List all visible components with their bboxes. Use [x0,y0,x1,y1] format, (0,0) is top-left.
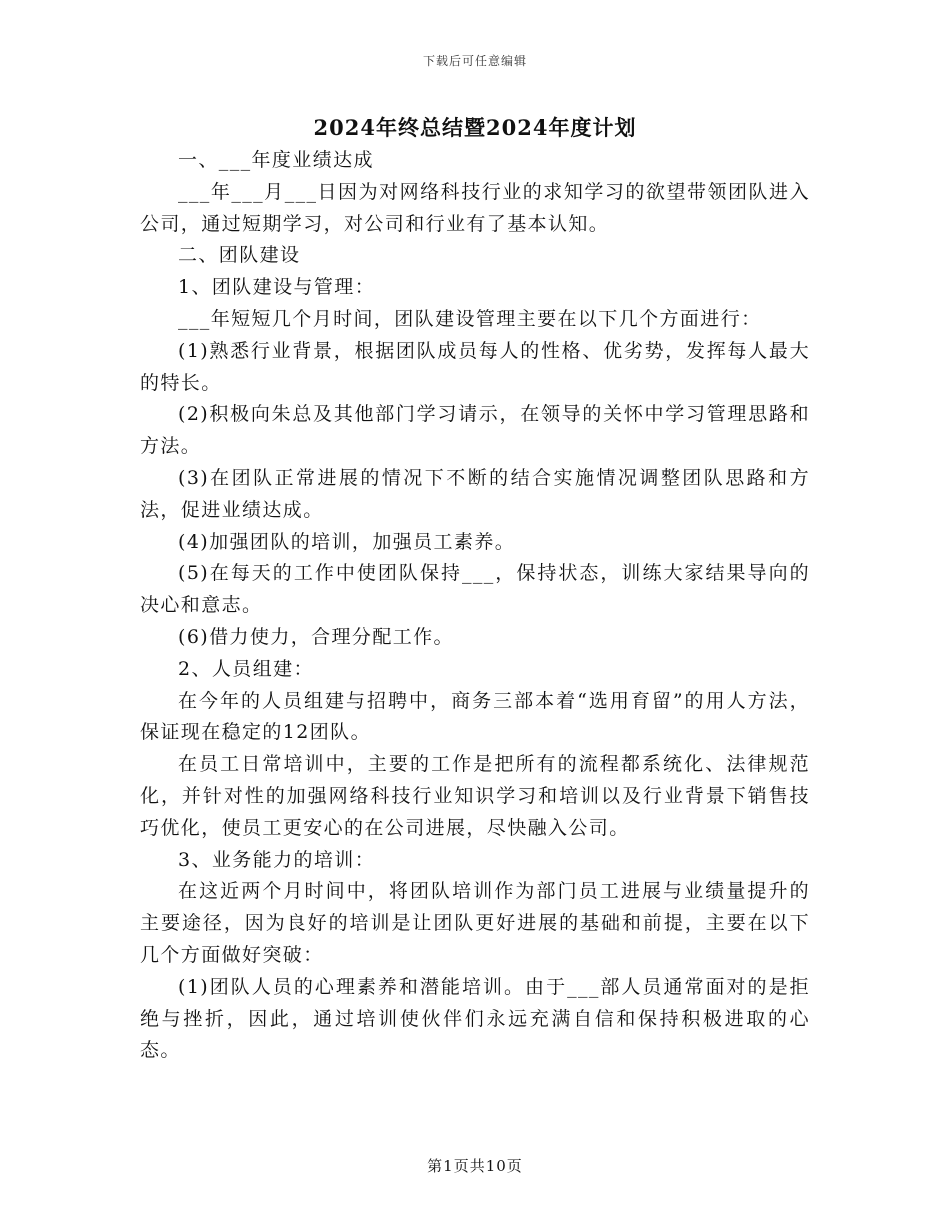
page-number: 第1页共10页 [427,1157,523,1175]
paragraph: 2、人员组建： [178,657,314,680]
paragraph: (3)在团队正常进展的情况下不断的结合实施情况调整团队思路和方法，促进业绩达成。 [140,466,810,521]
paragraph: ___年短短几个月时间，团队建设管理主要在以下几个方面进行： [178,307,762,330]
paragraph: 一、___年度业绩达成 [178,149,374,171]
paragraph: 3、业务能力的培训： [178,848,376,871]
paragraph: 二、团队建设 [178,244,301,267]
paragraph: 在员工日常培训中，主要的工作是把所有的流程都系统化、法律规范化，并针对性的加强网络科技行业知识学习和培训以及行业背景下销售技巧优化，使员工更安心的在公司进展，尽快融入公司。 [140,753,810,839]
document-title: 2024年终总结暨2024年度计划 [313,115,637,140]
paragraph: 在这近两个月时间中，将团队培训作为部门员工进展与业绩量提升的主要途径，因为良好的培训是让团队更好进展的基础和前提，主要在以下几个方面做好突破： [140,880,810,966]
paragraph: (4)加强团队的培训，加强员工素养。 [178,530,516,553]
paragraph: (1)团队人员的心理素养和潜能培训。由于___部人员通常面对的是拒绝与挫折，因此，通过培训使伙伴们永远充满自信和保持积极进取的心态。 [140,975,810,1062]
header-note: 下载后可任意编辑 [422,54,527,68]
paragraph: 1、团队建设与管理： [178,276,376,299]
paragraph: (1)熟悉行业背景，根据团队成员每人的性格、优劣势，发挥每人最大的特长。 [140,339,810,394]
paragraph: (2)积极向朱总及其他部门学习请示，在领导的关怀中学习管理思路和方法。 [140,403,810,458]
paragraph: 在今年的人员组建与招聘中，商务三部本着“选用育留”的用人方法，保证现在稳定的12团队。 [140,689,810,744]
paragraph: (5)在每天的工作中使团队保持___，保持状态，训练大家结果导向的决心和意志。 [140,562,810,617]
paragraph: ___年___月___日因为对网络科技行业的求知学习的欲望带领团队进入公司，通过短期学习，对公司和行业有了基本认知。 [140,180,810,235]
document-body [140,145,810,1067]
paragraph: (6)借力使力，合理分配工作。 [178,625,454,648]
